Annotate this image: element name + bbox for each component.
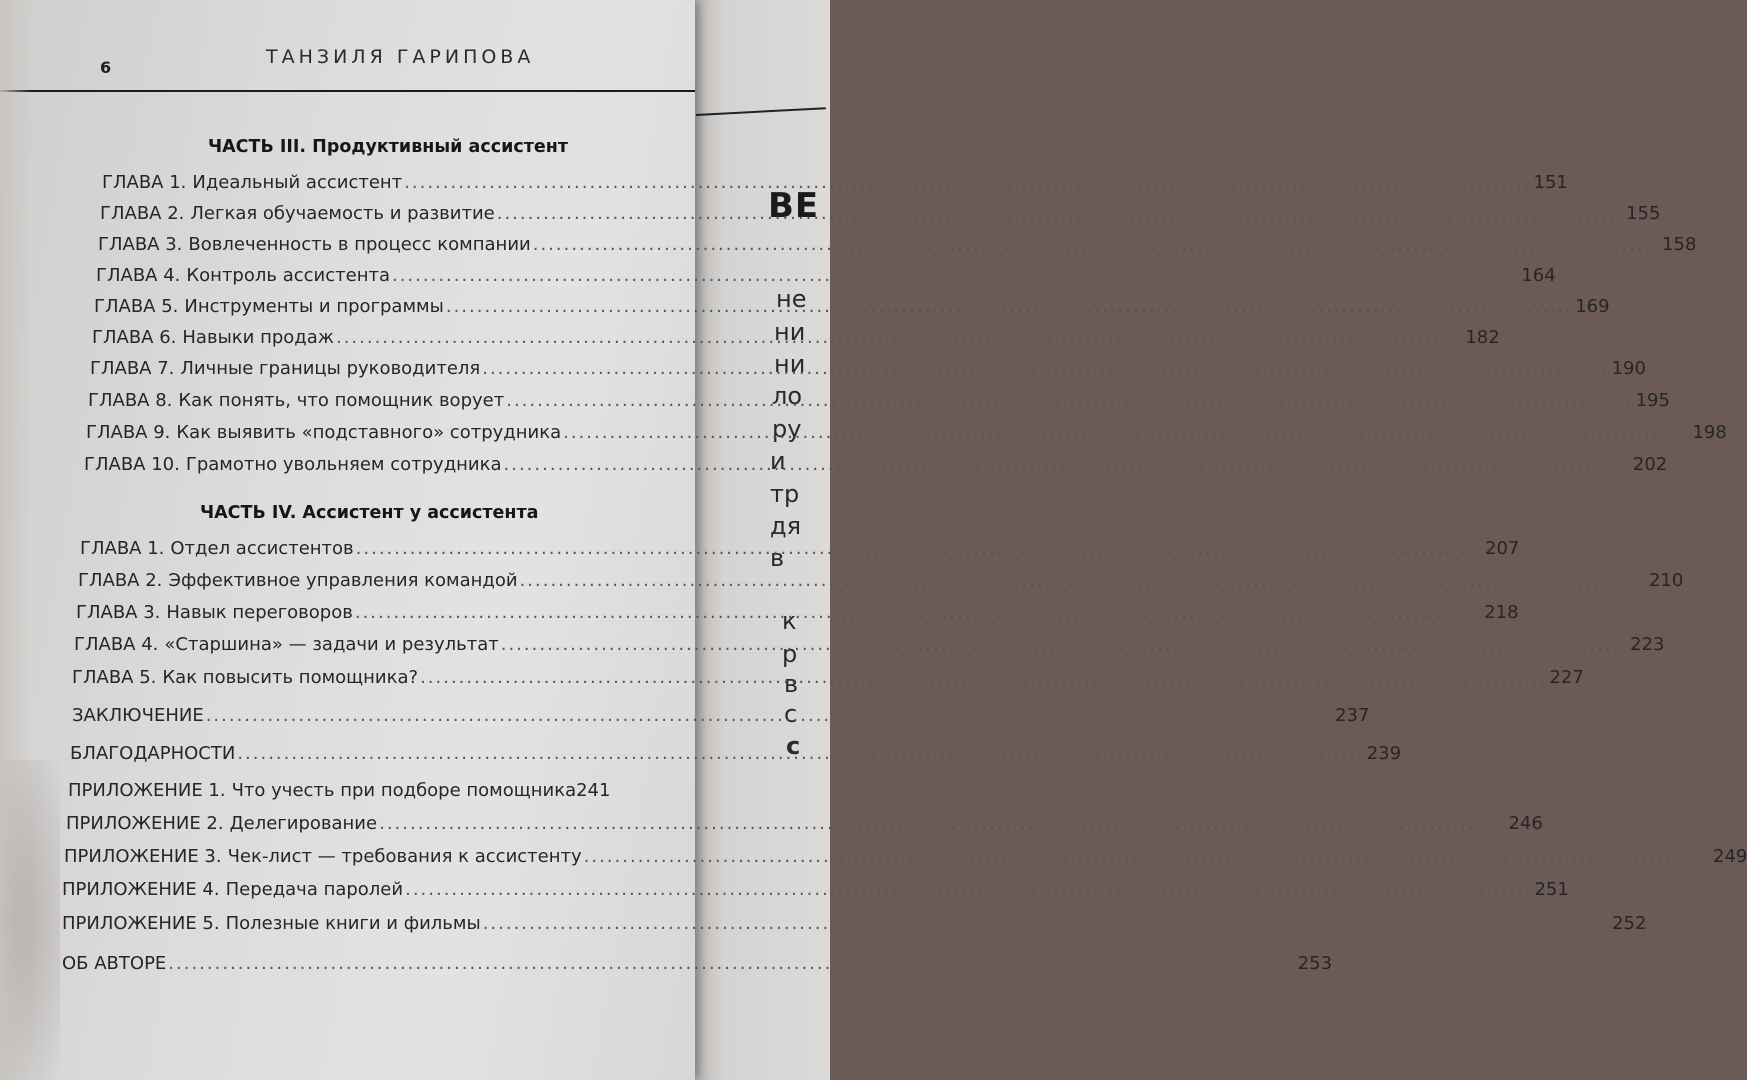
toc-entry-label: ПРИЛОЖЕНИЕ 1. — [68, 780, 226, 801]
toc-entry-label: ГЛАВА 1. — [102, 172, 187, 193]
toc-entry — [90, 358, 1646, 379]
toc-entry-text: Инструменты и программы — [184, 296, 444, 317]
toc-entry-page: 158 — [1662, 234, 1697, 255]
toc-leader-dots — [168, 953, 1295, 974]
toc-leader-dots — [506, 390, 1633, 411]
toc-entry-page: 190 — [1611, 358, 1646, 379]
toc-entry-label: ПРИЛОЖЕНИЕ 3. — [64, 846, 222, 867]
toc-leader-dots — [206, 705, 1333, 726]
toc-entry-text: Вовлеченность в процесс компании — [188, 234, 531, 255]
toc-entry-page: 151 — [1533, 172, 1568, 193]
toc-entry-label: ГЛАВА 8. — [88, 390, 173, 411]
toc-leader-dots — [379, 813, 1506, 834]
toc-entry-page: 239 — [1366, 743, 1402, 764]
toc-entry-label: ПРИЛОЖЕНИЕ 5. — [62, 913, 220, 934]
header-rule — [0, 90, 695, 92]
finger-shadow — [0, 760, 60, 1080]
toc-entry-page: 198 — [1692, 422, 1727, 443]
toc-entry-label: ОБ АВТОРЕ — [62, 953, 167, 974]
toc-entry-page: 202 — [1632, 454, 1668, 475]
toc-entry-text: Идеальный ассистент — [192, 172, 403, 193]
toc-entry-text: Навык переговоров — [166, 602, 353, 623]
toc-leader-dots — [356, 538, 1483, 559]
toc-entry — [86, 422, 1727, 443]
toc-entry — [64, 846, 1747, 867]
toc-entry — [62, 913, 1647, 934]
toc-entry-page: 218 — [1484, 602, 1519, 623]
toc-leader-dots — [482, 358, 1609, 379]
toc-entry-label: ПРИЛОЖЕНИЕ 4. — [62, 879, 220, 900]
toc-entry-text: Отдел ассистентов — [170, 538, 354, 559]
toc-entry-label: ГЛАВА 6. — [92, 327, 177, 348]
toc-entry-page: 246 — [1508, 813, 1543, 834]
toc-entry-page: 237 — [1335, 705, 1370, 726]
toc-entry-label: ГЛАВА 2. — [100, 203, 185, 224]
toc-leader-dots — [404, 172, 1531, 193]
toc-entry-page: 169 — [1575, 296, 1610, 317]
toc-entry-label: ГЛАВА 9. — [86, 422, 171, 443]
toc-entry — [76, 602, 1519, 623]
toc-entry-label: ЗАКЛЮЧЕНИЕ — [72, 705, 204, 726]
toc-entry-text: Личные границы руководителя — [180, 358, 481, 379]
toc-entry-page: 155 — [1626, 203, 1661, 224]
toc-entry-label: ПРИЛОЖЕНИЕ 2. — [66, 813, 224, 834]
toc-leader-dots — [504, 454, 1631, 475]
facing-page-fragment: ло — [772, 382, 803, 410]
facing-page-fragment: ни — [774, 318, 806, 346]
facing-page-heading: ВЕ — [768, 186, 820, 226]
toc-leader-dots — [520, 570, 1647, 591]
toc-entry-page: 223 — [1630, 634, 1665, 655]
facing-page-fragment: р — [782, 640, 798, 668]
toc-entry — [80, 538, 1520, 559]
toc-entry — [72, 667, 1584, 688]
toc-entry-page: 249 — [1713, 846, 1747, 867]
facing-page-fragment: и — [770, 447, 786, 475]
facing-page-fragment: с — [784, 700, 798, 728]
toc-entry — [72, 705, 1370, 726]
facing-page-fragment: в — [770, 544, 785, 572]
toc-entry — [74, 634, 1665, 655]
facing-page-fragment: тр — [770, 480, 800, 508]
part-title: ЧАСТЬ IV. Ассистент у ассистента — [200, 503, 539, 523]
toc-entry — [62, 953, 1333, 974]
facing-page-fragment: ни — [774, 350, 806, 378]
toc-entry-text: Как выявить «подставного» сотрудника — [176, 422, 562, 443]
toc-entry-label: ГЛАВА 10. — [84, 454, 180, 475]
toc-entry-label: ГЛАВА 7. — [90, 358, 175, 379]
toc-entry-page: 195 — [1635, 390, 1670, 411]
toc-entry-text: Делегирование — [229, 813, 378, 834]
toc-entry-page: 182 — [1465, 327, 1500, 348]
toc-leader-dots — [355, 602, 1482, 623]
toc-entry-label: ГЛАВА 4. — [74, 634, 159, 655]
toc-leader-dots — [336, 327, 1463, 348]
toc-entry — [84, 454, 1668, 475]
toc-leader-dots — [563, 422, 1690, 443]
toc-entry-page: 241 — [576, 780, 611, 801]
toc-entry-text: Чек-лист — требования к ассистенту — [227, 846, 582, 867]
toc-entry-label: ГЛАВА 4. — [96, 265, 181, 286]
toc-entry-page: 252 — [1612, 913, 1647, 934]
toc-leader-dots — [497, 203, 1624, 224]
toc-entry — [96, 265, 1556, 286]
toc-entry-page: 251 — [1534, 879, 1569, 900]
toc-entry-text: Полезные книги и фильмы — [225, 913, 481, 934]
toc-entry-text: Что учесть при подборе помощника — [231, 780, 577, 801]
toc-entry-label: ГЛАВА 5. — [72, 667, 157, 688]
toc-entry-page: 210 — [1648, 570, 1684, 591]
toc-entry — [62, 879, 1569, 900]
toc-leader-dots — [237, 743, 1364, 764]
page-header — [0, 40, 695, 90]
toc-entry-label: ГЛАВА 2. — [78, 570, 163, 591]
toc-entry-page: 227 — [1549, 667, 1584, 688]
toc-leader-dots — [483, 913, 1610, 934]
facing-page-fragment: с — [786, 732, 801, 760]
running-title: ТАНЗИЛЯ ГАРИПОВА — [266, 46, 535, 68]
toc-leader-dots — [584, 846, 1711, 867]
toc-entry-text: Эффективное управления командой — [168, 570, 518, 591]
toc-entry-page: 207 — [1485, 538, 1520, 559]
toc-entry — [70, 743, 1402, 764]
facing-page-fragment: в — [784, 670, 799, 698]
facing-page-fragment: ру — [772, 415, 802, 443]
toc-entry — [78, 570, 1684, 591]
toc-leader-dots — [446, 296, 1573, 317]
toc-entry-label: ГЛАВА 3. — [76, 602, 161, 623]
toc-entry — [98, 234, 1697, 255]
toc-entry-page: 253 — [1297, 953, 1333, 974]
toc-entry-label: ГЛАВА 1. — [80, 538, 165, 559]
toc-entry-page: 164 — [1521, 265, 1556, 286]
toc-entry-text: «Старшина» — задачи и результат — [164, 634, 499, 655]
toc-leader-dots — [392, 265, 1519, 286]
toc-entry-label: БЛАГОДАРНОСТИ — [70, 743, 236, 764]
toc-entry-label: ГЛАВА 5. — [94, 296, 179, 317]
facing-page-fragment: дя — [770, 512, 802, 540]
toc-entry-text: Грамотно увольняем сотрудника — [185, 454, 502, 475]
toc-entry-text: Как понять, что помощник ворует — [178, 390, 505, 411]
page-number: 6 — [100, 58, 112, 77]
toc-entry — [66, 813, 1543, 834]
toc-entry-text: Навыки продаж — [182, 327, 334, 348]
facing-page-rule — [696, 107, 826, 116]
toc-leader-dots — [501, 634, 1628, 655]
toc-leader-dots — [420, 667, 1547, 688]
part-title: ЧАСТЬ III. Продуктивный ассистент — [208, 137, 568, 157]
toc-leader-dots — [405, 879, 1532, 900]
toc-leader-dots — [533, 234, 1660, 255]
facing-page-fragment: не — [776, 285, 807, 313]
toc-entry-text: Передача паролей — [225, 879, 404, 900]
facing-page-fragment: к — [782, 607, 797, 635]
toc-entry-text: Контроль ассистента — [186, 265, 390, 286]
toc-entry-label: ГЛАВА 3. — [98, 234, 183, 255]
toc-entry-text: Как повысить помощника? — [162, 667, 419, 688]
toc-entry — [68, 780, 660, 801]
toc-entry-text: Легкая обучаемость и развитие — [190, 203, 495, 224]
toc-entry — [102, 172, 1568, 193]
